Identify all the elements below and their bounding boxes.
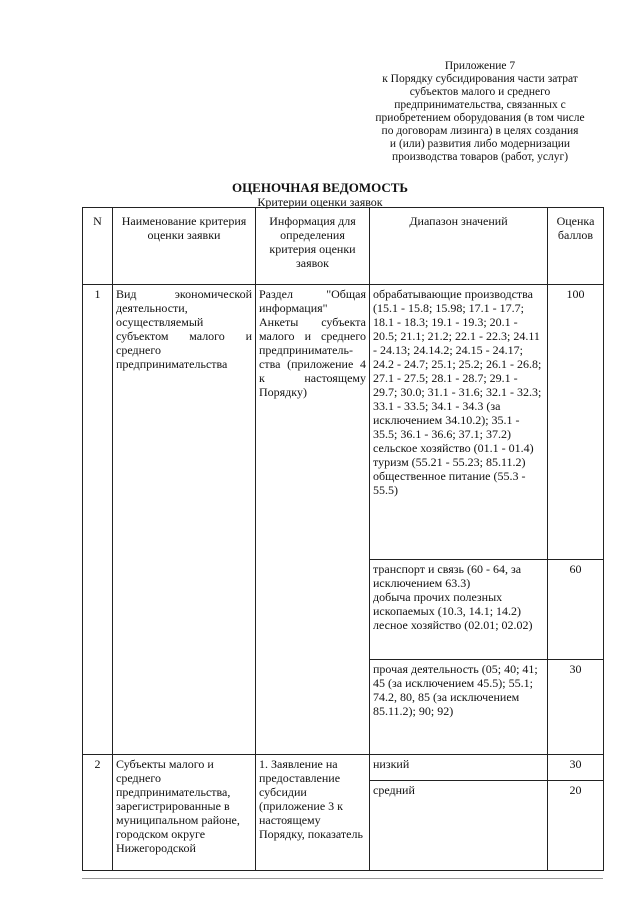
criterion-info: Раздел "Общая информация" Анкеты субъекта малого и среднего предприниматель- ства (приложение 4 к настоящему Порядку) bbox=[256, 285, 370, 755]
appendix-line: субъектов малого и среднего bbox=[409, 86, 551, 98]
header-info: Информация для определения критерия оценки заявок bbox=[256, 208, 370, 285]
header-name: Наименование критерия оценки заявки bbox=[113, 208, 256, 285]
range-item: туризм (55.21 - 55.23; 85.11.2) bbox=[373, 455, 526, 469]
document-subtitle: Критерии оценки заявок bbox=[257, 195, 383, 209]
criterion-info: 1. Заявление на предоставление субсидии (приложение 3 к настоящему Порядку, показатель bbox=[256, 755, 370, 871]
table-row bbox=[83, 755, 604, 781]
score-cell: 60 bbox=[548, 560, 604, 660]
table-row bbox=[83, 285, 604, 560]
appendix-line: к Порядку субсидирования части затрат bbox=[382, 73, 578, 85]
score-cell: 100 bbox=[548, 285, 604, 560]
appendix-line: предпринимательства, связанных с bbox=[394, 99, 566, 111]
appendix-line: и (или) развития либо модернизации bbox=[389, 138, 571, 150]
range-item: общественное питание (55.3 - 55.5) bbox=[373, 469, 526, 497]
range-item: добыча прочих полезных ископаемых (10.3, 14.1; 14.2) bbox=[373, 590, 522, 618]
row-number: 1 bbox=[83, 285, 113, 755]
criterion-name: Субъекты малого и среднего предпринимательства, зарегистрированные в муниципальном районе, городском округе Нижегородской bbox=[113, 755, 256, 871]
header-n: N bbox=[83, 208, 113, 285]
range-cell bbox=[370, 660, 548, 755]
document-title: ОЦЕНОЧНАЯ ВЕДОМОСТЬ bbox=[231, 180, 409, 195]
score-cell: 30 bbox=[548, 660, 604, 755]
range-cell: средний bbox=[370, 781, 548, 871]
score-cell: 30 bbox=[548, 755, 604, 781]
range-cell: низкий bbox=[370, 755, 548, 781]
appendix-line: по договорам лизинга) в целях создания bbox=[381, 125, 579, 137]
row-number: 2 bbox=[83, 755, 113, 871]
range-item: транспорт и связь (60 - 64, за исключением 63.3) bbox=[373, 562, 522, 590]
criterion-name: Вид экономической деятельности, осуществляемый субъектом малого и среднего предпринимательства bbox=[113, 285, 256, 755]
appendix-line: приобретением оборудования (в том числе bbox=[375, 112, 585, 124]
page-bottom-rule bbox=[82, 878, 603, 879]
appendix-line: Приложение 7 bbox=[444, 60, 516, 72]
range-item: обрабатывающие производства (15.1 - 15.8; 15.98; 17.1 - 17.7; 18.1 - 18.3; 19.1 - 19.3; 20.1 - 20.5; 21.1; 21.2; 22.1 - 22.3; 24.11 - 24.13; 24.14.2; 24.15 - 24.17; 24.2 - 24.7; 25.1; 25.2; 26.1 - 26.8; 27.1 - 27.5; 28.1 - 28.7; 29.1 - 29.7; 30.0; 31.1 - 31.6; 32.1 - 32.3; 33.1 - 33.5; 34.1 - 34.3 (за исключением 34.10.2); 35.1 - 35.5; 36.1 - 36.6; 37.1; 37.2) bbox=[373, 287, 542, 441]
header-score: Оценка баллов bbox=[548, 208, 604, 285]
header-row bbox=[83, 208, 604, 285]
range-cell bbox=[370, 285, 548, 560]
range-item: лесное хозяйство (02.01; 02.02) bbox=[373, 618, 533, 632]
range-item: сельское хозяйство (01.1 - 01.4) bbox=[373, 441, 534, 455]
range-cell bbox=[370, 560, 548, 660]
appendix-note bbox=[360, 60, 600, 164]
range-item: прочая деятельность (05; 40; 41; 45 (за исключением 45.5); 55.1; 74.2, 80, 85 (за исключением 85.11.2); 90; 92) bbox=[373, 662, 538, 718]
score-cell: 20 bbox=[548, 781, 604, 871]
appendix-line: производства товаров (работ, услуг) bbox=[391, 151, 569, 163]
criteria-table bbox=[82, 207, 604, 871]
header-range: Диапазон значений bbox=[370, 208, 548, 285]
